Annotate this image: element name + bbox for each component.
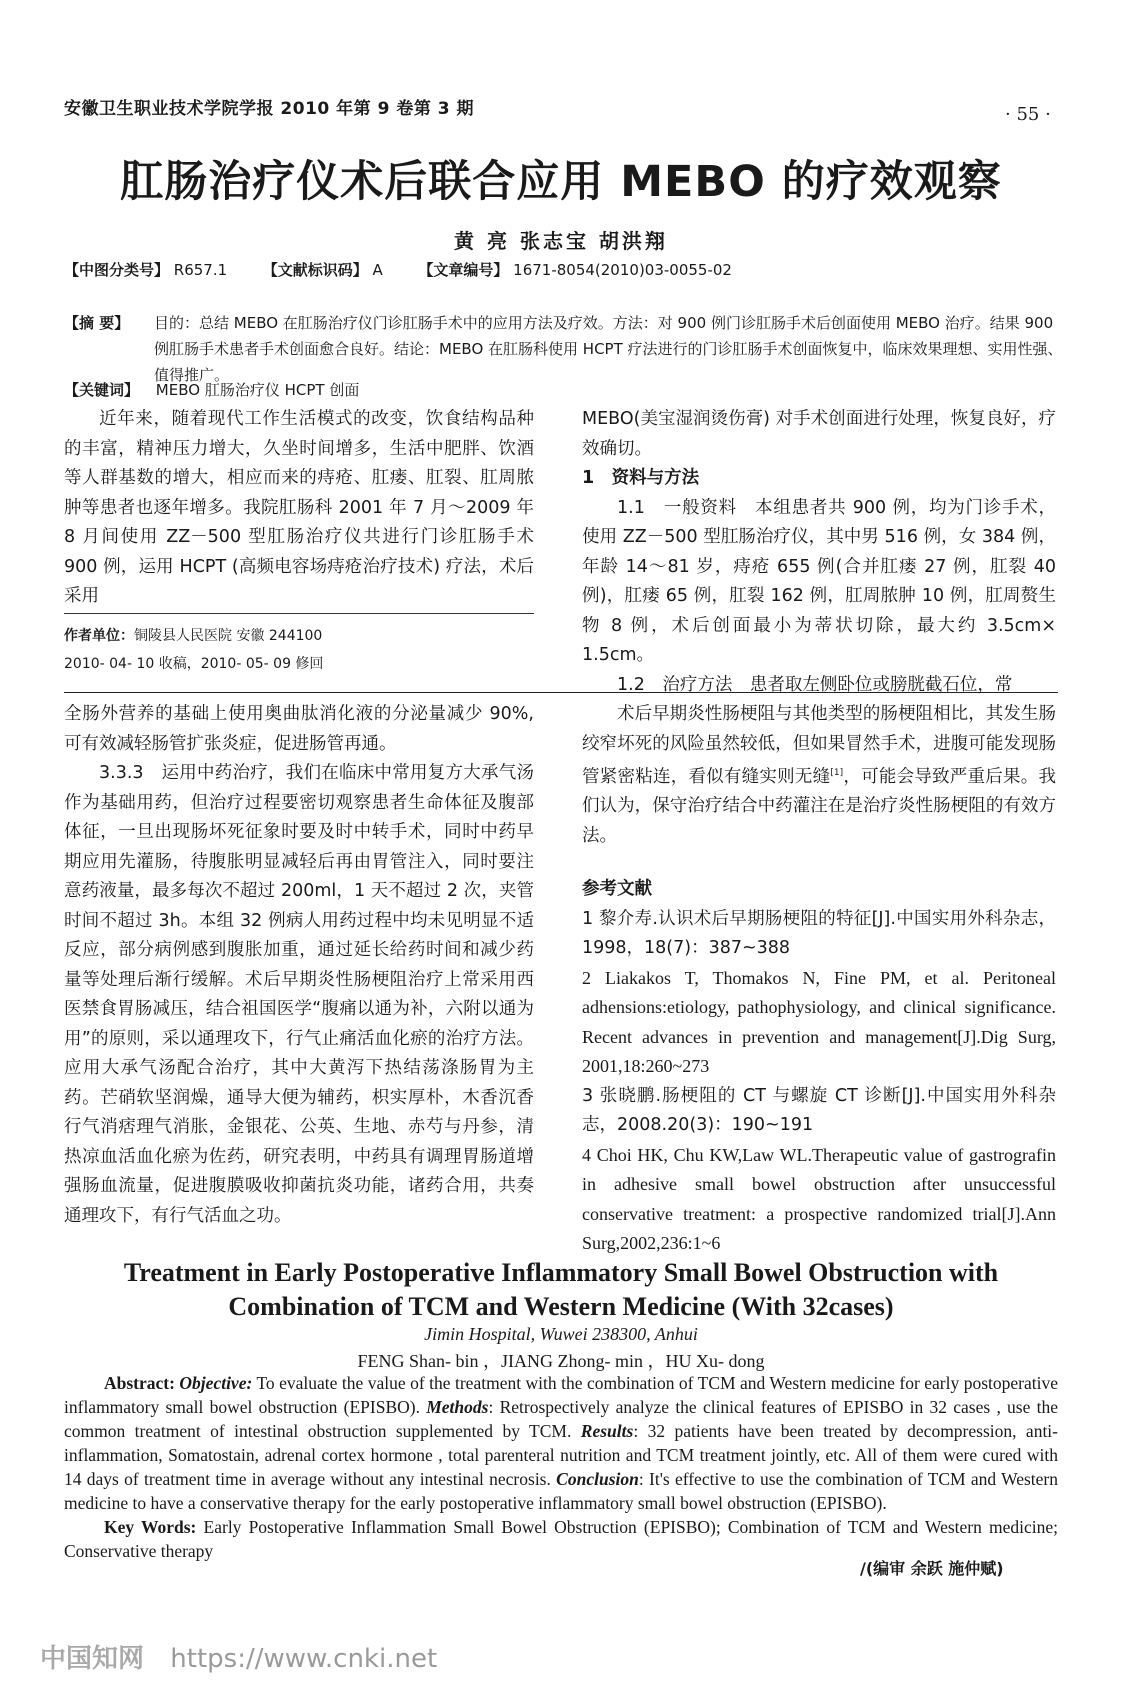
keywords-cn-label: 【关键词】 bbox=[64, 381, 140, 399]
body-column-4 bbox=[582, 700, 1056, 1259]
article-number-label: 【文章编号】 bbox=[418, 261, 509, 279]
abstract-cn bbox=[64, 310, 1064, 388]
body-column-2 bbox=[582, 405, 1056, 700]
doc-code-label: 【文献标识码】 bbox=[262, 261, 368, 279]
cnki-url: https://www.cnki.net bbox=[170, 1644, 438, 1674]
english-title: Treatment in Early Postoperative Inflammatory Small Bowel Obstruction with Combination of TCM and Western Medicine (With 32cases) bbox=[123, 1258, 999, 1321]
paragraph: 1.1 一般资料 本组患者共 900 例，均为门诊手术，使用 ZZ－500 型肛肠治疗仪，其中男 516 例，女 384 例，年龄 14～81 岁，痔疮 655 例(合并肛瘘 27 例，肛裂 40 例)，肛瘘 65 例，肛裂 162 例，肛周脓肿 10 例，肛周赘生物 8 例，术后创面最小为蒂状切除，最大约 3.5cm× 1.5cm。 bbox=[582, 497, 1056, 665]
author-unit-value: 铜陵县人民医院 安徽 244100 bbox=[134, 628, 323, 644]
page-number: · 55 · bbox=[1005, 104, 1051, 125]
clc-value: R657.1 bbox=[173, 261, 228, 279]
english-affiliation: Jimin Hospital, Wuwei 238300, Anhui bbox=[424, 1324, 698, 1344]
cnki-logo: 中国知网 bbox=[40, 1644, 145, 1674]
paragraph: 全肠外营养的基础上使用奥曲肽消化液的分泌量减少 90%,可有效减轻肠管扩张炎症，促进肠管再通。 bbox=[64, 704, 534, 754]
clc-label: 【中图分类号】 bbox=[64, 261, 170, 279]
article-number-value: 1671-8054(2010)03-0055-02 bbox=[513, 261, 732, 279]
intro-paragraph: 近年来，随着现代工作生活模式的改变，饮食结构品种的丰富，精神压力增大，久坐时间增多，生活中肥胖、饮酒等人群基数的增大，相应而来的痔疮、肛瘘、肛裂、肛周脓肿等患者也逐年增多。我院肛肠科 2001 年 7 月～2009 年 8 月间使用 ZZ－500 型肛肠治疗仪共进行门诊肛肠手术 900 例，运用 HCPT (高频电容场痔疮治疗技术) 疗法，术后采用 bbox=[64, 409, 534, 606]
body-column-1 bbox=[64, 405, 534, 612]
paragraph: 术后早期炎性肠梗阻与其他类型的肠梗阻相比，其发生肠绞窄坏死的风险虽然较低，但如果冒然手术，进腹可能发现肠管紧密粘连，看似有缝实则无缝[1]，可能会导致严重后果。我们认为，保守治疗结合中药灌注在是治疗炎性肠梗阻的有效方法。 bbox=[582, 704, 1057, 846]
body-column-3 bbox=[64, 700, 534, 1231]
author-footnote bbox=[64, 622, 534, 678]
reference-item: 4 Choi HK, Chu KW,Law WL.Therapeutic value of gastrografin in adhesive small bowel obstruction after unsuccessful conservative treatment: a prospective randomized trial[J].Ann Surg,2002,236:1~6 bbox=[582, 1144, 1056, 1254]
citation-mark: [1] bbox=[830, 768, 844, 778]
journal-header: 安徽卫生职业技术学院学报 2010 年第 9 卷第 3 期 bbox=[64, 99, 474, 119]
author-unit-label: 作者单位： bbox=[64, 628, 134, 644]
article-title: 肛肠治疗仪术后联合应用 MEBO 的疗效观察 bbox=[120, 157, 1002, 207]
page-divider bbox=[64, 692, 1058, 693]
english-authors: FENG Shan- bin ，JIANG Zhong- min ，HU Xu- dong bbox=[357, 1351, 765, 1371]
abstract-cn-label: 【摘 要】 bbox=[64, 314, 130, 332]
cnki-watermark bbox=[40, 1638, 437, 1675]
reference-item: 3 张晓鹏.肠梗阻的 CT 与螺旋 CT 诊断[J].中国实用外科杂志，2008.20(3)：190~191 bbox=[582, 1085, 1056, 1136]
classification-line bbox=[64, 257, 1064, 283]
keywords-cn-text: MEBO 肛肠治疗仪 HCPT 创面 bbox=[155, 381, 360, 399]
english-keywords: Key Words: Early Postoperative Inflammation Small Bowel Obstruction (EPISBO); Combination of TCM and Western medicine; Conservative therapy bbox=[64, 1517, 1059, 1561]
keywords-cn bbox=[64, 379, 359, 400]
paragraph: MEBO(美宝湿润烫伤膏) 对手术创面进行处理，恢复良好，疗效确切。 bbox=[582, 409, 1056, 459]
reference-item: 1 黎介寿.认识术后早期肠梗阻的特征[J].中国实用外科杂志，1998，18(7)：387~388 bbox=[582, 908, 1056, 959]
paragraph: 1.2 治疗方法 患者取左侧卧位或膀胱截石位，常 bbox=[617, 674, 1013, 695]
paragraph: 3.3.3 运用中药治疗，我们在临床中常用复方大承气汤作为基础用药，但治疗过程要密切观察患者生命体征及腹部体征，一旦出现肠坏死征象时要及时中转手术，同时中药早期应用先灌肠，待腹胀明显减轻后再由胃管注入，同时要注意药液量，最多每次不超过 200ml，1 天不超过 2 次，夹管时间不超过 3h。本组 32 例病人用药过程中均未见明显不适反应，部分病例感到腹胀加重，通过延长给药时间和减少药量等处理后渐行缓解。术后早期炎性肠梗阻治疗上常采用西医禁食胃肠减压，结合祖国医学“腹痛以通为补，六附以通为用”的原则，采以通理攻下，行气止痛活血化瘀的治疗方法。应用大承气汤配合治疗，其中大黄泻下热结荡涤肠胃为主药。芒硝软坚润燥，通导大便为辅药，枳实厚朴，木香沉香行气消痞理气消胀，金银花、公英、生地、赤芍与丹参，清热凉血活血化瘀为佐药，研究表明，中药具有调理胃肠道增强肠血流量，促进腹膜吸收抑菌抗炎功能，诸药合用，共奏通理攻下，有行气活血之功。 bbox=[64, 763, 534, 1226]
section-heading: 1 资料与方法 bbox=[582, 468, 700, 488]
english-abstract-text: Abstract: Objective: To evaluate the value of the treatment with the combination of TCM and Western medicine for early postoperative inflammatory small bowel obstruction (EPISBO). Methods: Retrospectively analyze the clinical features of EPISBO in 32 cases , use the common treatment of intestinal obstruction supplemented by TCM. Results: 32 patients have been treated by decompression, anti- inflammation, Somatostain, adrenal cortex hormone , total parenteral nutrition and TCM treatment jointly, etc. All of them were cured with 14 days of treatment time in average without any intestinal necrosis. Conclusion: It's effective to use the combination of TCM and Western medicine to have a conservative therapy for the early postoperative inflammatory small bowel obstruction (EPISBO). bbox=[64, 1373, 1059, 1513]
article-authors: 黄 亮 张志宝 胡洪翔 bbox=[454, 229, 668, 253]
footnote-rule bbox=[64, 613, 534, 614]
doc-code-value: A bbox=[372, 261, 383, 279]
english-abstract bbox=[64, 1371, 1058, 1563]
received-dates: 2010- 04- 10 收稿，2010- 05- 09 修回 bbox=[64, 656, 324, 672]
reference-item: 2 Liakakos T, Thomakos N, Fine PM, et al. Peritoneal adhensions:etiology, pathophysiology, and clinical significance. Recent advances in prevention and management[J].Dig Surg, 2001,18:260~273 bbox=[582, 967, 1056, 1077]
abstract-cn-text: 目的：总结 MEBO 在肛肠治疗仪门诊肛肠手术中的应用方法及疗效。方法：对 900 例门诊肛肠手术后创面使用 MEBO 治疗。结果 900 例肛肠手术患者手术创面愈合良好。结论：MEBO 在肛肠科使用 HCPT 疗法进行的门诊肛肠手术创面恢复中，临床效果理想、实用性强、值得推广。 bbox=[154, 314, 1063, 384]
references-heading: 参考文献 bbox=[582, 879, 652, 900]
editor-note: /(编审 余跃 施仲赋) bbox=[860, 1559, 1004, 1578]
